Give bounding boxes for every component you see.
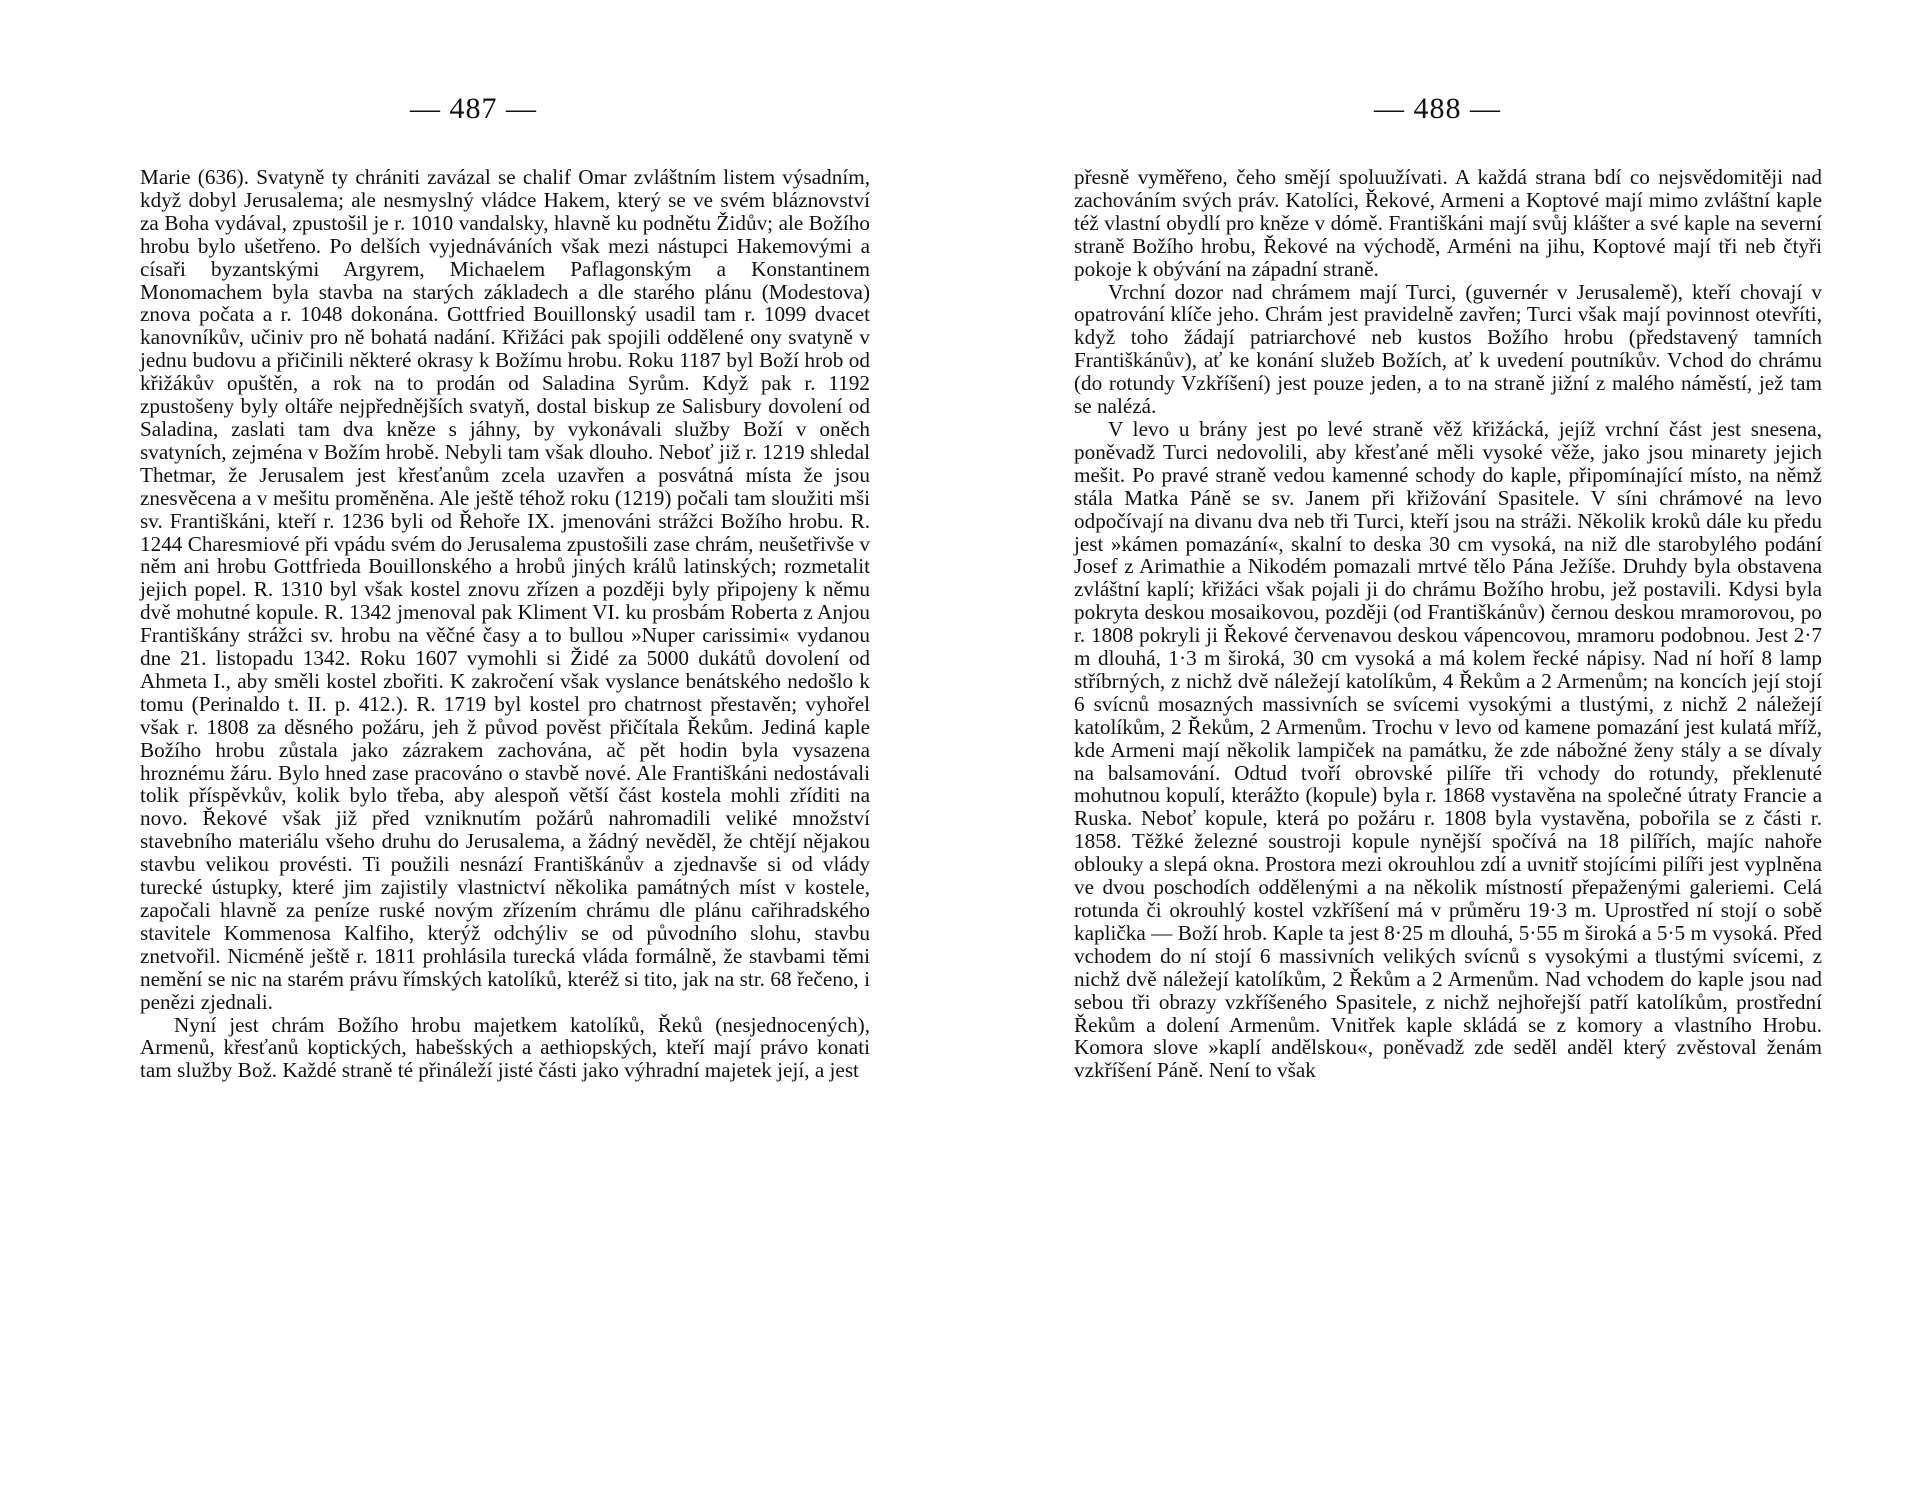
right-page-number: — 488 — bbox=[1374, 92, 1501, 125]
right-paragraph-1: přesně vyměřeno, čeho smějí spoluužívati. A každá strana bdí co nejsvědomitěji nad zachováním svých práv. Katolíci, Řekové, Armeni a Koptové mají mimo zvláštní kaple též vlastní obydlí pro kněze v dómě. Františkáni mají svůj klášter a své kaple na severní straně Božího hrobu, Řekové na východě, Arméni na jihu, Koptové mají tři neb čtyři pokoje k obývání na západní straně. bbox=[1074, 165, 1822, 281]
right-page bbox=[966, 0, 1932, 1500]
right-paragraph-2: Vrchní dozor nad chrámem mají Turci, (guvernér v Jerusalemě), kteří chovají v opatrování klíče jeho. Chrám jest pravidelně zavřen; Turci však mají povinnost otevříti, když toho žádají patriarchové neb kustos Božího hrobu (představený tamních Františkánův), ať ke konání služeb Božích, ať k uvedení poutníkův. Vchod do chrámu (do rotundy Vzkříšení) jest pouze jeden, a to na straně jižní z malého náměstí, jež tam se nalézá. bbox=[1074, 279, 1822, 419]
left-page-body bbox=[140, 166, 870, 1082]
right-paragraph-3: V levo u brány jest po levé straně věž křižácká, jejíž vrchní část jest snesena, poněvadž Turci nedovolili, aby křesťané měli vysoké věže, jako jsou minarety jejich mešit. Po pravé straně vedou kamenné schody do kaple, připomínající místo, na němž stála Matka Páně se sv. Janem při křižování Spasitele. V síni chrámové na levo odpočívají na divanu dva neb tři Turci, kteří jsou na stráži. Několik kroků dále ku předu jest »kámen pomazání«, skalní to deska 30 cm vysoká, na niž dle starobylého podání Josef z Arimathie a Nikodém pomazali mrtvé tělo Pána Ježíše. Druhdy byla obstavena zvláštní kaplí; křižáci však pojali ji do chrámu Božího hrobu, jež postavili. Kdysi byla pokryta deskou mosaikovou, později (od Františkánův) černou deskou mramorovou, po r. 1808 pokryli ji Řekové červenavou deskou vápencovou, mramoru podobnou. Jest 2·7 m dlouhá, 1·3 m široká, 30 cm vysoká a má kolem řecké nápisy. Nad ní hoří 8 lamp stříbrných, z nichž dvě náležejí katolíkům, 4 Řekům a 2 Armenům; na koncích její stojí 6 svícnů mosazných massivních se svícemi vysokými a tlustými, z nichž 2 náležejí katolíkům, 2 Řekům, 2 Armenům. Trochu v levo od kamene pomazání jest kulatá mříž, kde Armeni mají několik lampiček na památku, že zde nábožné ženy stály a se dívaly na balsamování. Odtud tvoří obrovské pilíře tři vchody do rotundy, překlenuté mohutnou kopulí, kterážto (kopule) byla r. 1868 vystavěna na společné útraty Francie a Ruska. Neboť kopule, která po požáru r. 1808 byla vystavěna, pobořila se z části r. 1858. Těžké železné soustroji kopule nynější spočívá na 18 pilířích, majíc nahoře oblouky a slepá okna. Prostora mezi okrouhlou zdí a uvnitř stojícími pilíři jest vyplněna ve dvou poschodích oddělenými a na několik místností přepaženými galeriemi. Celá rotunda či okrouhlý kostel vzkříšení má v průměru 19·3 m. Uprostřed ní stojí o sobě kaplička — Boží hrob. Kaple ta jest 8·25 m dlouhá, 5·55 m široká a 5·5 m vysoká. Před vchodem do ní stojí 6 massivních velikých svícnů s vysokými a tlustými svícemi, z nichž dvě náležejí katolíkům, 2 Řekům a 2 Armenům. Nad vchodem do kaple jsou nad sebou tři obrazy vzkříšeného Spasitele, z nichž nejhořejší patří katolíkům, prostřední Řekům a dolení Armenům. Vnitřek kaple skládá se z komory a vlastního Hrobu. Komora slove »kaplí andělskou«, poněvadž zde seděl anděl který zvěstoval ženám vzkříšení Páně. Není to však bbox=[1074, 416, 1822, 1083]
left-paragraph-1: Marie (636). Svatyně ty chrániti zavázal se chalif Omar zvláštním listem výsadním, když dobyl Jerusalema; ale nesmyslný vládce Hakem, který se ve svém bláznovství za Boha vydával, zpustošil je r. 1010 vandalsky, hlavně ku podnětu Židův; ale Božího hrobu bylo ušetřeno. Po delších vyjednáváních však mezi nástupci Hakemovými a císaři byzantskými Argyrem, Michaelem Paflagonským a Konstantinem Monomachem byla stavba na starých základech a dle starého plánu (Modestova) znova počata a r. 1048 dokonána. Gottfried Bouillonský usadil tam r. 1099 dvacet kanovníkův, učiniv pro ně bohatá nadání. Křižáci pak spojili oddělené ony svatyně v jednu budovu a přičinili některé okrasy k Božímu hrobu. Roku 1187 byl Boží hrob od křižákův opuštěn, a rok na to prodán od Saladina Syrům. Když pak r. 1192 zpustošeny byly oltáře nejpřednějších svatyň, dostal biskup ze Salisbury dovolení od Saladina, zaslati tam dva kněze s jáhny, by vykonávali služby Boží v oněch svatyních, zejména v Božím hrobě. Nebyli tam však dlouho. Neboť již r. 1219 shledal Thetmar, že Jerusalem jest křesťanům zcela uzavřen a posvátná místa že jsou znesvěcena a v mešitu proměněna. Ale ještě téhož roku (1219) počali tam sloužiti mši sv. Františkáni, kteří r. 1236 byli od Řehoře IX. jmenováni strážci Božího hrobu. R. 1244 Charesmiové při vpádu svém do Jerusalema zpustošili zase chrám, neušetřivše v něm ani hrobu Gottfrieda Bouillonského a hrobů jiných králů latinských; rozmetalit jejich popel. R. 1310 byl však kostel znovu zřízen a později byly připojeny k němu dvě mohutné kopule. R. 1342 jmenoval pak Kliment VI. ku prosbám Roberta z Anjou Františkány strážci sv. hrobu na věčné časy a to bullou »Nuper carissimi« vydanou dne 21. listopadu 1342. Roku 1607 vymohli si Židé za 5000 dukátů dovolení od Ahmeta I., aby směli kostel zbořiti. K zakročení však vyslance benátského nedošlo k tomu (Perinaldo t. II. p. 412.). R. 1719 byl kostel pro chatrnost přestavěn; vyhořel však r. 1808 za děsného požáru, jeh ž původ pověst přičítala Řekům. Jediná kaple Božího hrobu zůstala jako zázrakem zachována, ač pět hodin byla vysazena hroznému žáru. Bylo hned zase pracováno o stavbě nové. Ale Františkáni nedostávali tolik příspěvkův, kolik bylo třeba, aby alespoň větší část kostela mohli zříditi na novo. Řekové však již před vzniknutím požárů nahromadili veliké množství stavebního materiálu všeho druhu do Jerusalema, a žádný nevěděl, že chtějí nějakou stavbu velikou provésti. Ti použili nesnází Františkánův a zjednavše si od vlády turecké ústupky, které jim zajistily vlastnictví několika památných míst v kostele, započali hlavně za peníze ruské novým zřízením chrámu dle plánu cařihradského stavitele Kommenosa Kalfiho, kterýž odchýliv se od původního slohu, stavbu znetvořil. Nicméně ještě r. 1811 prohlásila turecká vláda formálně, že stavbami těmi nemění se nic na starém právu římských katolíků, kteréž si tito, jak na str. 68 řečeno, i penězi zjednali. bbox=[140, 165, 870, 1014]
left-page-number: — 487 — bbox=[410, 92, 537, 125]
left-paragraph-2: Nyní jest chrám Božího hrobu majetkem katolíků, Řeků (nesjednocených), Armenů, křesťanů koptických, habešských a aethiopských, kteří mají právo konati tam služby Bož. Každé straně té přináleží jisté části jako výhradní majetek její, a jest bbox=[140, 1012, 870, 1083]
right-page-body bbox=[1074, 166, 1822, 1082]
